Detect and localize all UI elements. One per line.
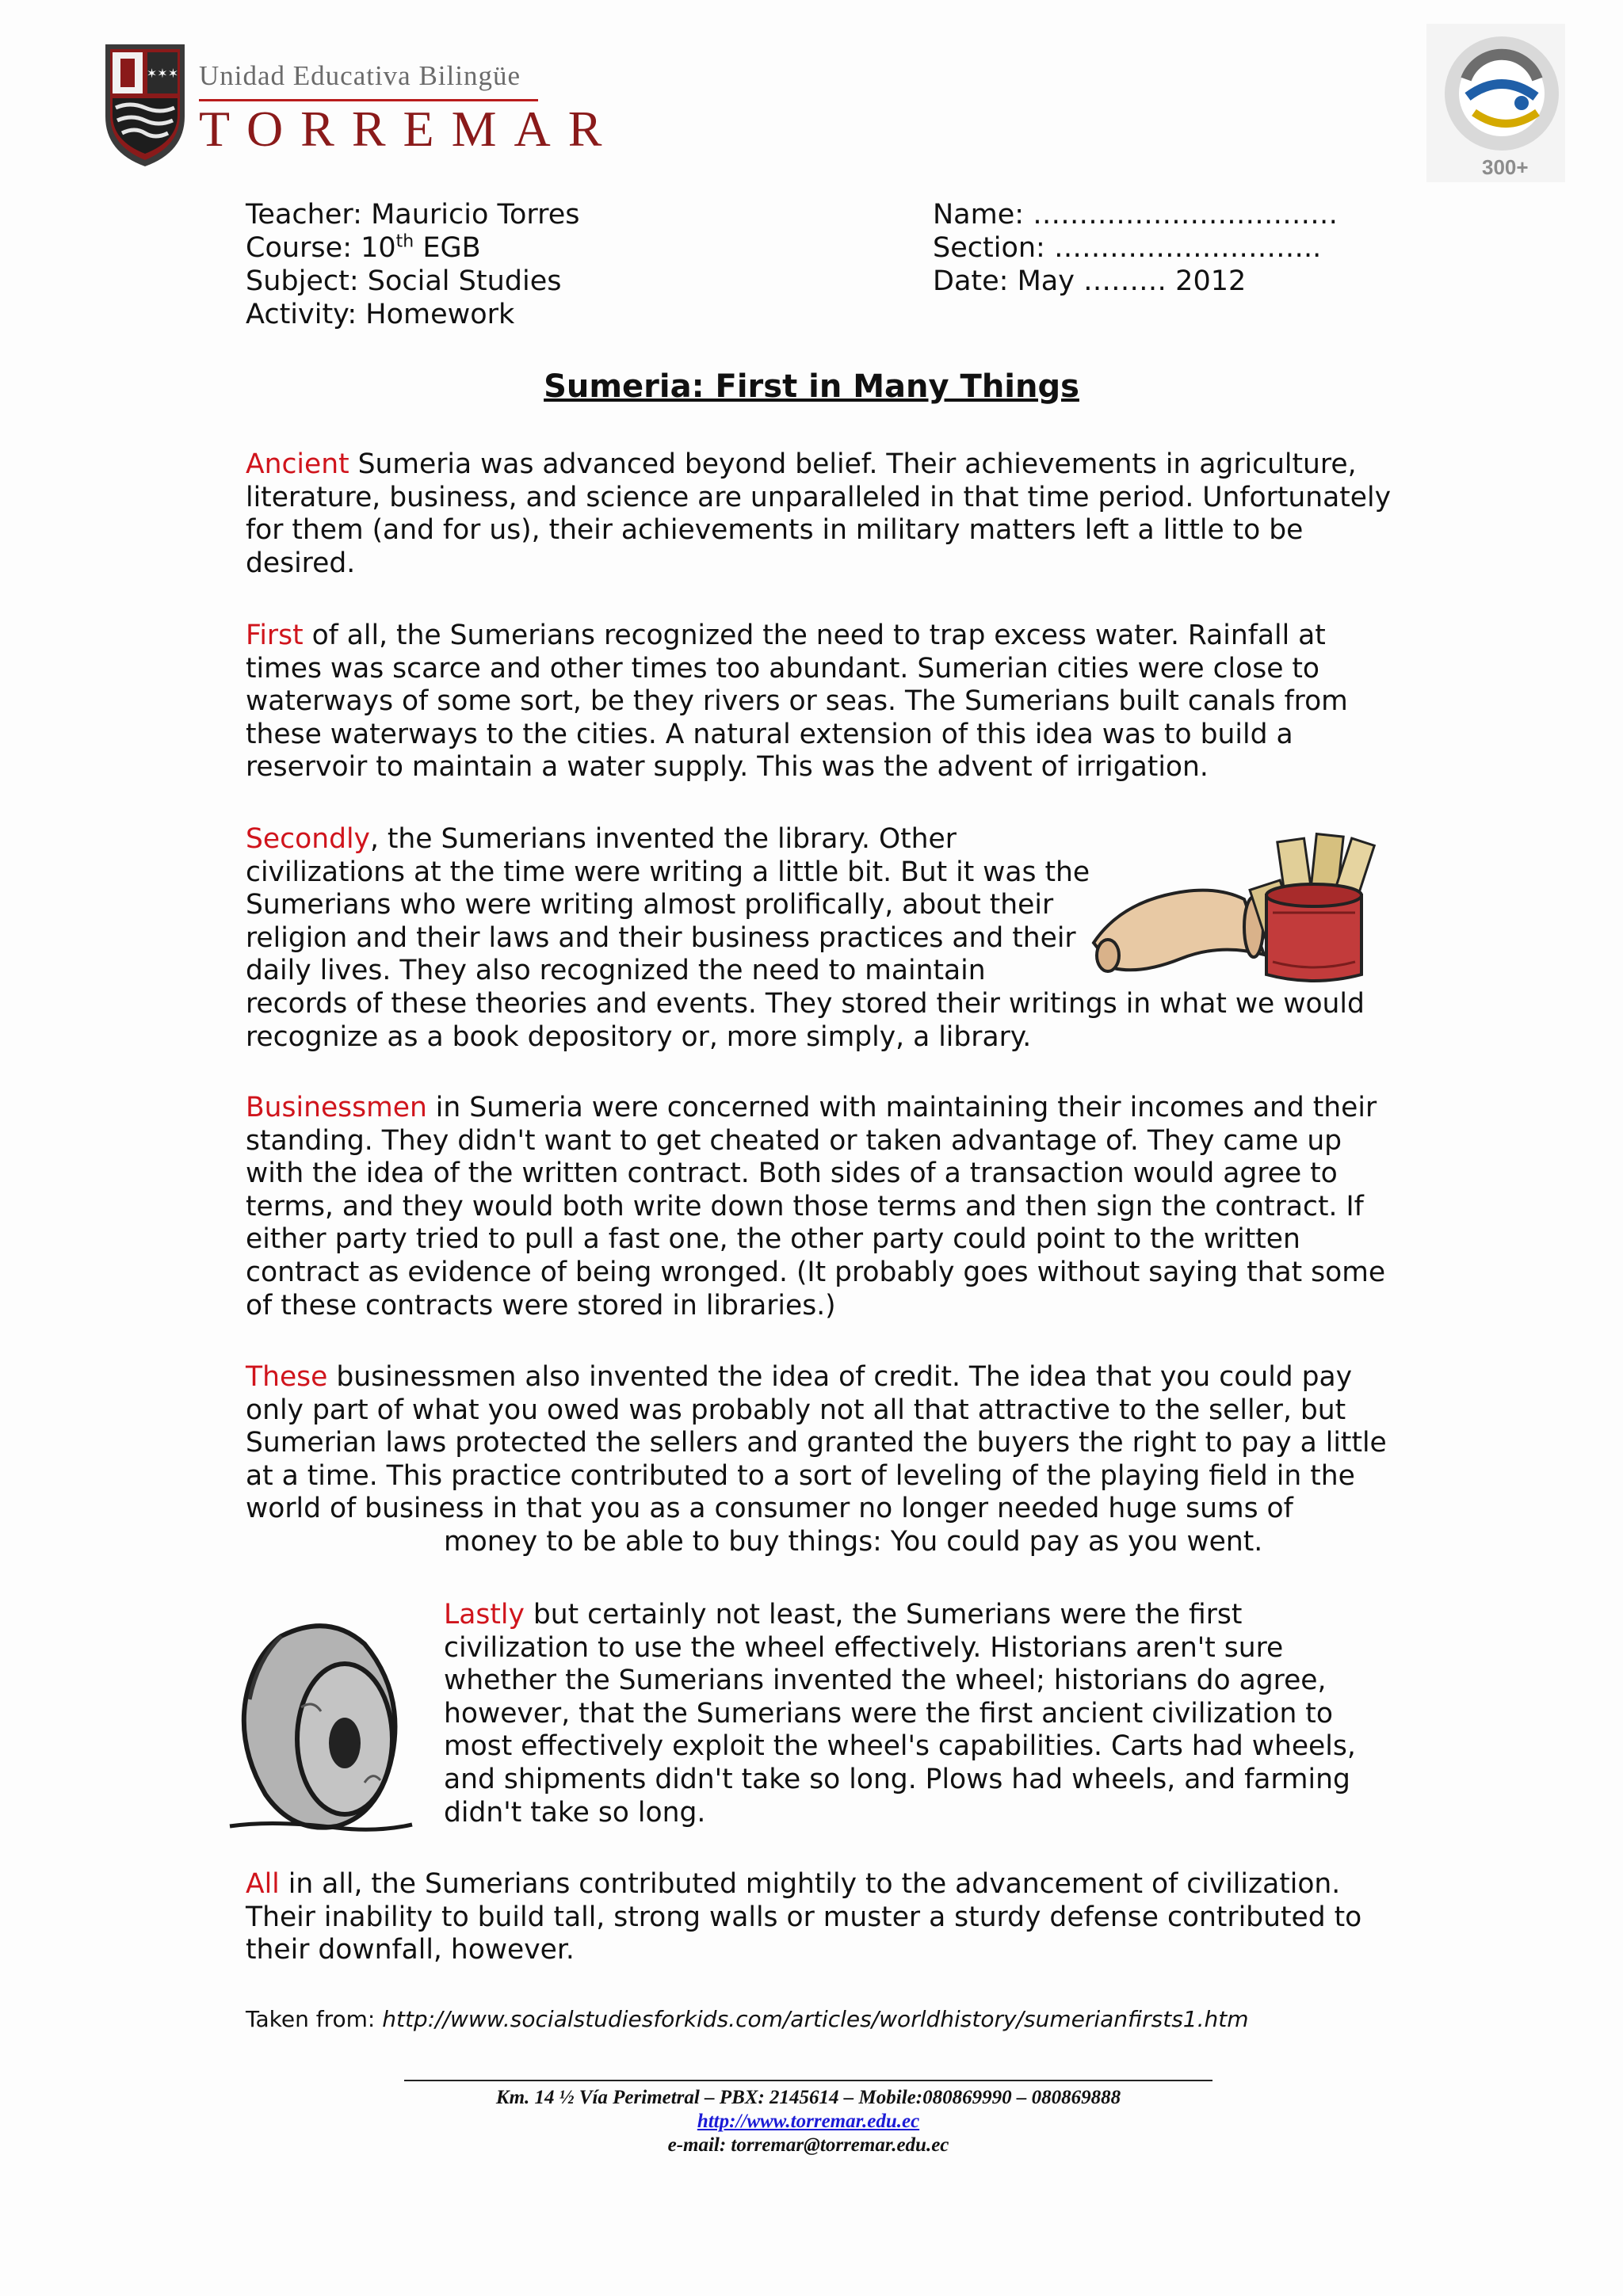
school-shield-icon	[101, 41, 189, 170]
paragraph-ancient	[246, 448, 1395, 580]
source-citation	[246, 2006, 1249, 2032]
certification-label: 300+	[1482, 155, 1529, 179]
course-prefix: Course: 10	[246, 232, 396, 264]
subject-line: Subject: Social Studies	[246, 265, 562, 297]
footer-email: e-mail: torremar@torremar.edu.ec	[667, 2134, 949, 2156]
paragraph-text: but certainly not least, the Sumerians were the first civilization to use the wheel effectively. Historians aren't sure whether the Sumerians invented the wheel; historians do agree, however, that the Sumerians were the first ancient civilization to most effectively exploit the wheel's capabilities. Carts had wheels, and shipments didn't take so long. Plows had wheels, and farming didn't take so long.	[444, 1599, 1356, 1829]
document-title: Sumeria: First in Many Things	[544, 368, 1079, 405]
source-label: Taken from:	[246, 2006, 383, 2032]
paragraph-lastly	[444, 1599, 1395, 1829]
course-line	[246, 231, 481, 265]
school-name-line2: TORREMAR	[199, 101, 620, 157]
footer-divider	[404, 2080, 1212, 2081]
paragraph-text: of all, the Sumerians recognized the need to trap excess water. Rainfall at times was scarce and other times too abundant. Sumerian cities were close to waterways of some sort, be they rivers or seas. The Sumerians built canals from these waterways to the cities. A natural extension of this idea was to build a reservoir to maintain a water supply. This was the advent of irrigation.	[246, 620, 1348, 784]
lead-word: First	[246, 620, 304, 651]
scroll-and-pot-illustration	[1086, 824, 1379, 986]
date-field: Date: May ……… 2012	[933, 265, 1247, 297]
footer-website-link[interactable]: http://www.torremar.edu.ec	[697, 2111, 920, 2132]
paragraph-text: Sumeria was advanced beyond belief. Their achievements in agriculture, literature, business, and science are unparalleled in that time period. Unfortunately for them (and for us), their achievements in military matters left a little to be desired.	[246, 448, 1392, 579]
paragraph-secondly	[246, 823, 1102, 988]
paragraph-first	[246, 620, 1395, 784]
paragraph-all	[246, 1868, 1395, 1967]
lead-word: Lastly	[444, 1599, 525, 1630]
teacher-line: Teacher: Mauricio Torres	[246, 199, 580, 231]
course-suffix: EGB	[414, 232, 481, 264]
lead-word: All	[246, 1868, 280, 1900]
paragraph-text: businessmen also invented the idea of credit. The idea that you could pay only part of what you owed was probably not all that attractive to the seller, but Sumerian laws protected the sellers and granted the buyers the right to pay a little at a time. This practice contributed to a sort of leveling of the playing field in the world of business in that you as a consumer no longer needed huge sums of	[246, 1361, 1387, 1525]
lead-word: These	[246, 1361, 328, 1393]
paragraph-these	[246, 1361, 1395, 1559]
paragraph-text: , the Sumerians invented the library. Other civilizations at the time were writing a little bit. But it was the Sumerians who were writing almost prolifically, about their religion and their laws and their business practices and their daily lives. They also recognized the need to maintain	[246, 823, 1090, 987]
paragraph-text: in all, the Sumerians contributed mightily to the advancement of civilization. Their inability to build tall, strong walls or muster a sturdy defense contributed to their downfall, however.	[246, 1868, 1362, 1966]
activity-line: Activity: Homework	[246, 299, 515, 330]
lead-word: Secondly	[246, 823, 370, 855]
school-logo	[101, 41, 620, 172]
paragraph-indented-text: money to be able to buy things: You could pay as you went.	[444, 1525, 1263, 1558]
course-ordinal: th	[395, 231, 414, 252]
section-field: Section: ………………………..	[933, 232, 1322, 264]
lead-word: Businessmen	[246, 1092, 427, 1123]
paragraph-businessmen	[246, 1092, 1395, 1322]
stone-wheel-illustration	[226, 1612, 416, 1838]
paragraph-text: in Sumeria were concerned with maintaining their incomes and their standing. They didn't want to get cheated or taken advantage of. They came up with the idea of the written contract. Both sides of a transaction would agree to terms, and they would both write down those terms and then sign the contract. If either party tried to pull a fast one, the other party could point to the written contract as evidence of being wronged. (It probably goes without saying that some of these contracts were stored in libraries.)	[246, 1092, 1386, 1322]
svg-text:✶✶✶: ✶✶✶	[146, 66, 179, 81]
name-field: Name: ……………………………	[933, 199, 1338, 231]
paragraph-secondly-continued: records of these theories and events. They stored their writings in what we would recognize as a book depository or, more simply, a library.	[246, 988, 1365, 1053]
footer-address: Km. 14 ½ Vía Perimetral – PBX: 2145614 – Mobile:080869990 – 080869888	[495, 2087, 1121, 2108]
school-name-line1: Unidad Educativa Bilingüe	[199, 60, 521, 91]
lead-word: Ancient	[246, 448, 349, 480]
source-url: http://www.socialstudiesforkids.com/articles/worldhistory/sumerianfirsts1.htm	[382, 2006, 1249, 2032]
